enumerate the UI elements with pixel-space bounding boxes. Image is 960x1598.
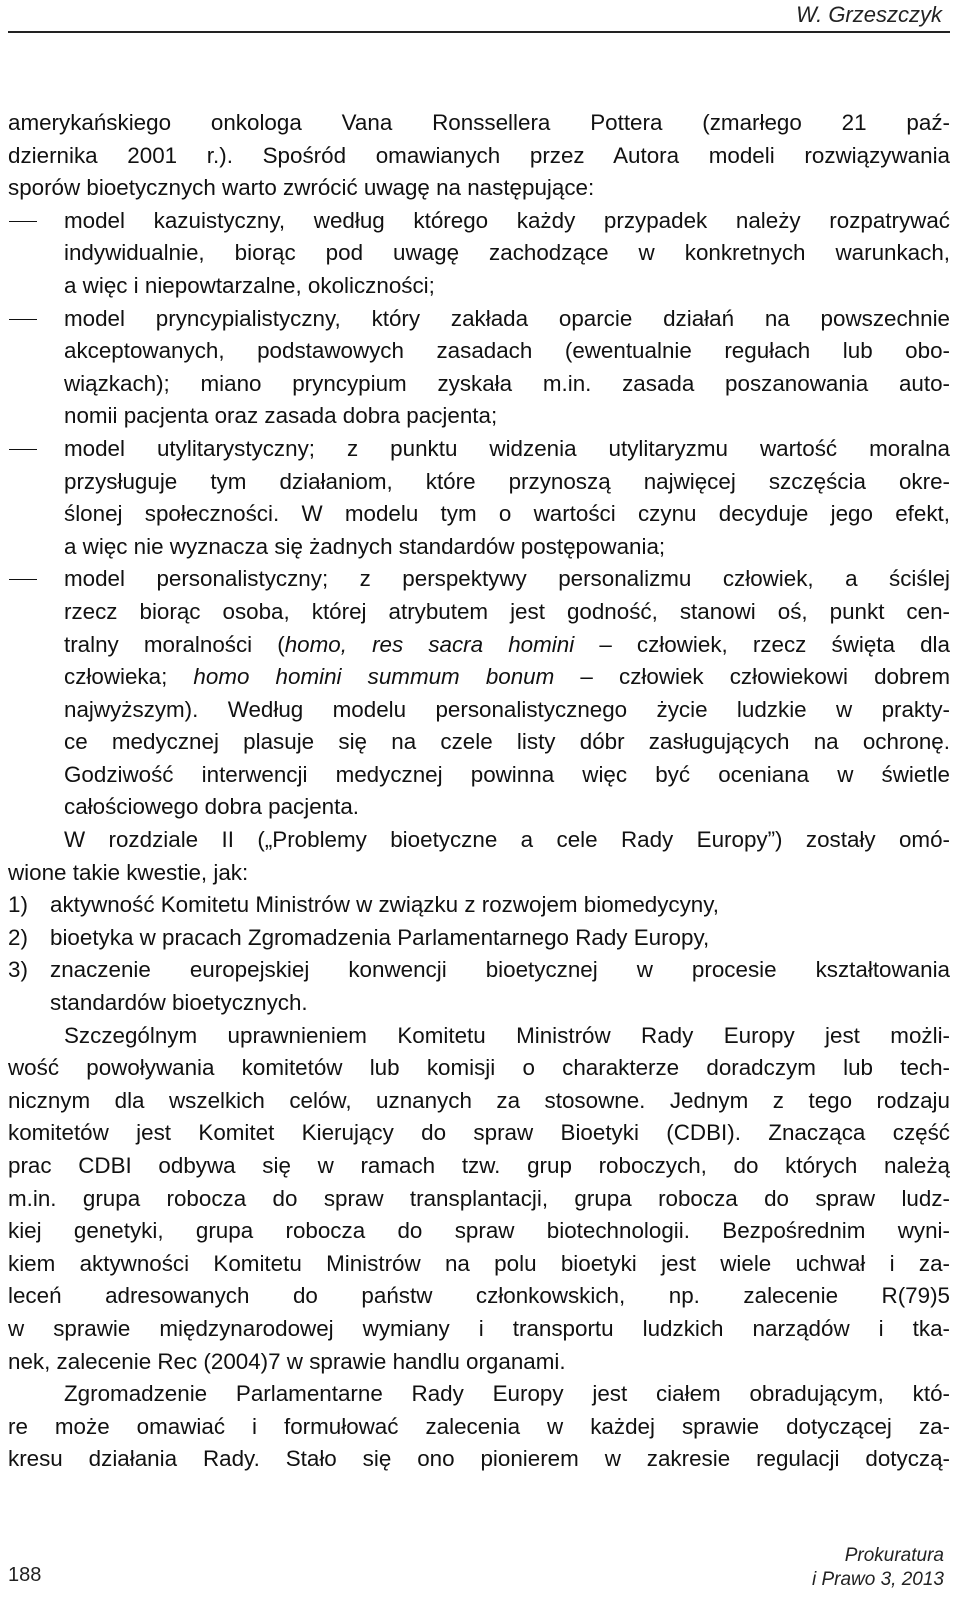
text-run: prac CDBI odbywa się w ramach tzw. grup roboczych, do których należą bbox=[8, 1153, 950, 1178]
journal-name: Prokuratura bbox=[844, 1545, 944, 1566]
text-run: tralny moralności ( bbox=[64, 631, 285, 657]
text-run: aktywność Komitetu Ministrów w związku z rozwojem biomedycyny, bbox=[50, 892, 720, 918]
text-run: m.in. grupa robocza do spraw transplantacji, grupa robocza do spraw ludz- bbox=[8, 1185, 950, 1211]
text-run: a więc i niepowtarzalne, okoliczności; bbox=[64, 272, 435, 298]
numbered-item-line bbox=[8, 922, 950, 955]
text-run: znaczenie europejskiej konwencji bioetycznej w procesie kształtowania bbox=[50, 957, 950, 983]
text-run: dziernika 2001 r.). Spośród omawianych przez Autora modeli rozwiązywania bbox=[8, 142, 950, 168]
text-line bbox=[64, 661, 950, 694]
text-run: W rozdziale II („Problemy bioetyczne a cele Rady Europy”) zostały omó- bbox=[64, 827, 950, 853]
text-run: nicznym dla wszelkich celów, uznanych za stosowne. Jednym z tego rodzaju bbox=[8, 1087, 950, 1113]
text-line bbox=[8, 140, 950, 173]
text-run: Godziwość interwencji medycznej powinna więc być oceniana w świetle bbox=[64, 761, 950, 787]
list-item-line bbox=[8, 205, 950, 238]
text-line bbox=[50, 987, 950, 1020]
text-run: bioetyka w pracach Zgromadzenia Parlamentarnego Rady Europy, bbox=[50, 924, 710, 950]
text-line bbox=[64, 335, 950, 368]
list-item-line bbox=[8, 303, 950, 336]
latin-phrase: homo homini summum bonum bbox=[193, 664, 555, 690]
numbered-item-line bbox=[8, 954, 950, 987]
header-divider bbox=[8, 31, 950, 33]
text-run: model utylitarystyczny; z punktu widzenia utylitaryzmu wartość moralna bbox=[64, 435, 950, 461]
text-run: ce medycznej plasuje się na czele listy dóbr zasługujących na ochronę. bbox=[64, 729, 950, 755]
text-line bbox=[64, 596, 950, 629]
text-run: wione takie kwestie, jak: bbox=[8, 859, 249, 885]
text-run: amerykańskiego onkologa Vana Ronssellera Pottera (zmarłego 21 paź- bbox=[8, 110, 950, 135]
text-line bbox=[64, 400, 950, 433]
page-body-text bbox=[8, 107, 950, 1476]
text-run: re może omawiać i formułować zalecenia w każdej sprawie dotyczącej za- bbox=[8, 1413, 950, 1439]
text-run: model personalistyczny; z perspektywy personalizmu człowiek, a ściślej bbox=[64, 566, 950, 592]
text-line bbox=[64, 1378, 950, 1411]
text-run: Zgromadzenie Parlamentarne Rady Europy jest ciałem obradującym, któ- bbox=[64, 1381, 950, 1407]
text-run: nek, zalecenie Rec (2004)7 w sprawie handlu organami. bbox=[8, 1348, 566, 1374]
text-line bbox=[8, 1117, 950, 1150]
text-line bbox=[8, 1280, 950, 1313]
text-run: człowieka; bbox=[64, 664, 194, 690]
text-line bbox=[8, 1052, 950, 1085]
text-run: ślonej społeczności. W modelu tym o wartości czynu decyduje jego efekt, bbox=[64, 501, 950, 527]
text-run: kiem aktywności Komitetu Ministrów na polu bioetyki jest wiele uchwał i za- bbox=[8, 1250, 950, 1276]
text-run: – człowiek człowiekowi dobrem bbox=[554, 664, 950, 690]
text-run: nomii pacjenta oraz zasada dobra pacjenta; bbox=[64, 403, 498, 429]
text-run: kresu działania Rady. Stało się ono pionierem w zakresie regulacji dotyczą- bbox=[8, 1446, 950, 1472]
text-line bbox=[8, 1183, 950, 1216]
text-line bbox=[8, 107, 950, 140]
text-line bbox=[64, 759, 950, 792]
text-line bbox=[64, 791, 950, 824]
text-line bbox=[64, 237, 950, 270]
text-run: wiązkach); miano pryncypium zyskała m.in. zasada poszanowania auto- bbox=[64, 370, 950, 396]
text-line bbox=[8, 1085, 950, 1118]
page-number: 188 bbox=[8, 1564, 42, 1586]
item-number: 2) bbox=[8, 924, 28, 950]
text-line bbox=[64, 368, 950, 401]
text-line bbox=[64, 824, 950, 857]
text-run: komitetów jest Komitet Kierujący do spraw Bioetyki (CDBI). Znacząca część bbox=[8, 1120, 950, 1146]
journal-footer bbox=[812, 1544, 944, 1592]
text-run: Szczególnym uprawnieniem Komitetu Ministrów Rady Europy jest możli- bbox=[64, 1022, 950, 1048]
text-line bbox=[64, 270, 950, 303]
text-line bbox=[8, 1443, 950, 1476]
text-run: standardów bioetycznych. bbox=[50, 990, 308, 1016]
text-run: rzecz biorąc osoba, której atrybutem jest godność, stanowi oś, punkt cen- bbox=[64, 598, 950, 624]
text-run: akceptowanych, podstawowych zasadach (ewentualnie regułach lub obo- bbox=[64, 338, 950, 364]
text-run: leceń adresowanych do państw członkowskich, np. zalecenie R(79)5 bbox=[8, 1283, 950, 1309]
text-line bbox=[8, 1150, 950, 1183]
text-line bbox=[8, 1248, 950, 1281]
text-line bbox=[8, 1215, 950, 1248]
numbered-item-line bbox=[8, 889, 950, 922]
text-run: – człowiek, rzecz święta dla bbox=[574, 631, 950, 657]
text-run: indywidualnie, biorąc pod uwagę zachodzące w konkretnych warunkach, bbox=[64, 240, 950, 266]
text-run: model kazuistyczny, według którego każdy przypadek należy rozpatrywać bbox=[64, 207, 950, 233]
text-line bbox=[8, 172, 950, 205]
text-line bbox=[64, 466, 950, 499]
text-run: a więc nie wyznacza się żadnych standardów postępowania; bbox=[64, 533, 666, 559]
text-run: całościowego dobra pacjenta. bbox=[64, 794, 360, 820]
text-run: przysługuje tym działaniom, które przynoszą najwięcej szczęścia okre- bbox=[64, 468, 950, 494]
text-run: wość powoływania komitetów lub komisji o charakterze doradczym lub tech- bbox=[8, 1055, 950, 1081]
text-run: w sprawie międzynarodowej wymiany i transportu ludzkich narządów i tka- bbox=[8, 1315, 950, 1341]
journal-issue: i Prawo 3, 2013 bbox=[811, 1569, 944, 1590]
list-item-line bbox=[8, 563, 950, 596]
list-item-line bbox=[8, 433, 950, 466]
text-line bbox=[8, 1313, 950, 1346]
text-line bbox=[8, 1346, 950, 1379]
item-number: 1) bbox=[8, 892, 28, 918]
text-run: sporów bioetycznych warto zwrócić uwagę na następujące: bbox=[8, 175, 595, 201]
item-number: 3) bbox=[8, 957, 28, 983]
text-line bbox=[64, 629, 950, 662]
text-line bbox=[64, 726, 950, 759]
text-line bbox=[8, 857, 950, 890]
text-line bbox=[64, 498, 950, 531]
text-line bbox=[8, 1411, 950, 1444]
text-line bbox=[64, 1020, 950, 1053]
text-line bbox=[64, 694, 950, 727]
text-run: najwyższym). Według modelu personalistycznego życie ludzkie w prakty- bbox=[64, 696, 950, 722]
text-run: model pryncypialistyczny, który zakłada oparcie działań na powszechnie bbox=[64, 305, 950, 331]
latin-phrase: homo, res sacra homini bbox=[284, 631, 575, 657]
running-header-author: W. Grzeszczyk bbox=[796, 2, 942, 27]
text-run: kiej genetyki, grupa robocza do spraw biotechnologii. Bezpośrednim wyni- bbox=[8, 1218, 950, 1244]
text-line bbox=[64, 531, 950, 564]
